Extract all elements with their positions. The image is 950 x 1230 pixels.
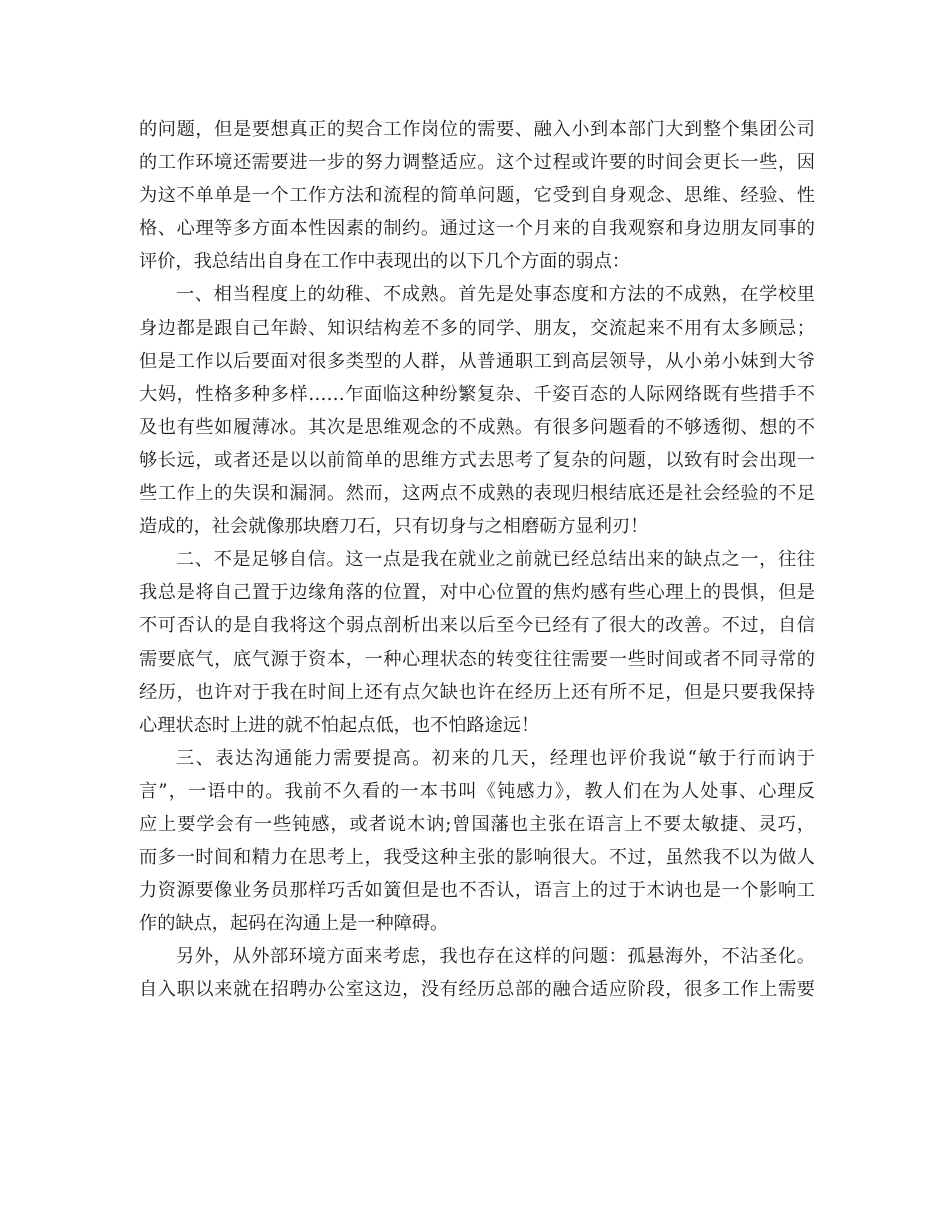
text-line: 而多一时间和精力在思考上，我受这种主张的影响很大。不过，虽然我不以为做人 [139, 847, 815, 869]
text-line: 身边都是跟自己年龄、知识结构差不多的同学、朋友，交流起来不用有太多顾忌； [139, 317, 815, 339]
paragraph-first-line: 一、相当程度上的幼稚、不成熟。首先是处事态度和方法的不成熟，在学校里 [176, 284, 815, 306]
paragraph-first-line: 另外，从外部环境方面来考虑，我也存在这样的问题：孤悬海外，不沾圣化。 [176, 946, 815, 968]
text-line: 造成的，社会就像那块磨刀石，只有切身与之相磨砺方显利刃！ [139, 516, 649, 538]
text-line: 我总是将自己置于边缘角落的位置，对中心位置的焦灼感有些心理上的畏惧，但是 [139, 582, 815, 604]
text-line: 为这不单单是一个工作方法和流程的简单问题，它受到自身观念、思维、经验、性 [139, 185, 815, 207]
text-line: 及也有些如履薄冰。其次是思维观念的不成熟。有很多问题看的不够透彻、想的不 [139, 416, 815, 438]
text-line: 不可否认的是自我将这个弱点剖析出来以后至今已经有了很大的改善。不过，自信 [139, 615, 815, 637]
paragraph-first-line: 三、表达沟通能力需要提高。初来的几天，经理也评价我说“敏于行而讷于 [176, 747, 815, 769]
text-line: 够长远，或者还是以以前简单的思维方式去思考了复杂的问题，以致有时会出现一 [139, 449, 815, 471]
text-line: 大妈，性格多种多样……乍面临这种纷繁复杂、千姿百态的人际网络既有些措手不 [139, 383, 815, 405]
text-line: 需要底气，底气源于资本，一种心理状态的转变往往需要一些时间或者不同寻常的 [139, 648, 815, 670]
text-line: 但是工作以后要面对很多类型的人群，从普通职工到高层领导，从小弟小妹到大爷 [139, 350, 815, 372]
text-line: 些工作上的失误和漏洞。然而，这两点不成熟的表现归根结底还是社会经验的不足 [139, 483, 815, 505]
text-line: 的工作环境还需要进一步的努力调整适应。这个过程或许要的时间会更长一些，因 [139, 152, 815, 174]
text-line: 的问题，但是要想真正的契合工作岗位的需要、融入小到本部门大到整个集团公司 [139, 119, 815, 140]
text-line: 应上要学会有一些钝感，或者说木讷;曾国藩也主张在语言上不要太敏捷、灵巧， [139, 813, 815, 835]
document-body [139, 113, 815, 1007]
text-line: 心理状态时上进的就不怕起点低，也不怕路途远！ [139, 714, 540, 736]
text-line: 格、心理等多方面本性因素的制约。通过这一个月来的自我观察和身边朋友同事的 [139, 218, 815, 240]
paragraph-first-line: 二、不是足够自信。这一点是我在就业之前就已经总结出来的缺点之一，往往 [176, 549, 815, 571]
text-line: 经历，也许对于我在时间上还有点欠缺也许在经历上还有所不足，但是只要我保持 [139, 681, 815, 703]
text-line: 作的缺点，起码在沟通上是一种障碍。 [139, 913, 449, 935]
text-line: 自入职以来就在招聘办公室这边，没有经历总部的融合适应阶段，很多工作上需要 [139, 979, 815, 1001]
text-line: 言”，一语中的。我前不久看的一本书叫《钝感力》，教人们在为人处事、心理反 [139, 780, 815, 802]
text-line: 评价，我总结出自身在工作中表现出的以下几个方面的弱点： [139, 251, 631, 273]
text-line: 力资源要像业务员那样巧舌如簧但是也不否认，语言上的过于木讷也是一个影响工 [139, 880, 815, 902]
